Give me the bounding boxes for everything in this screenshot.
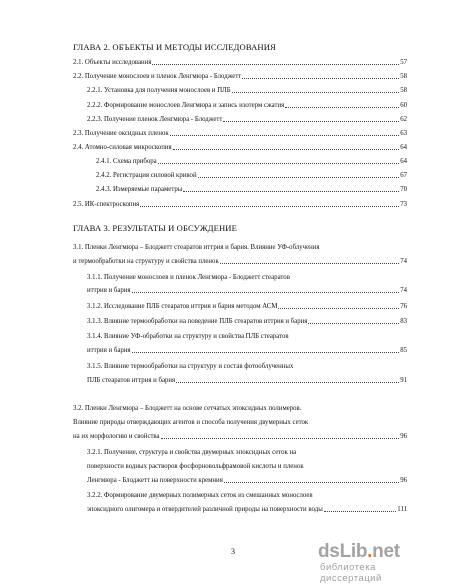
toc-entry[interactable] bbox=[87, 377, 407, 385]
toc-entry-title: 2.2.1. Установка для получения монослоев и ПЛБ bbox=[87, 87, 231, 94]
toc-entry[interactable] bbox=[73, 201, 407, 209]
toc-entry[interactable] bbox=[87, 87, 407, 95]
dot-leader bbox=[161, 438, 400, 439]
dot-leader bbox=[183, 191, 399, 192]
toc-entry-title: 3.1.1. Получение монослоев и пленок Ленгмюра - Блоджетт стеаратов bbox=[87, 274, 290, 281]
toc-entry-title: Влияние природы отверждающих агентов и способа получения двумерных сеток bbox=[73, 419, 309, 426]
toc-entry-title: 2.2.3. Получение пленок Ленгмюра - Блоджетт bbox=[87, 116, 223, 123]
toc-entry-title: и термообработки на структуру и свойства пленок bbox=[73, 258, 219, 265]
toc-entry-page: 96 bbox=[400, 477, 407, 484]
toc-entry[interactable] bbox=[87, 287, 407, 295]
toc-entry[interactable] bbox=[87, 477, 407, 485]
toc-entry[interactable] bbox=[73, 258, 407, 266]
toc-entry[interactable] bbox=[87, 347, 407, 355]
toc-entry[interactable] bbox=[96, 186, 407, 194]
toc-entry-page: 76 bbox=[400, 303, 407, 310]
toc-entry-page: 73 bbox=[400, 201, 407, 208]
toc-entry-title: 3.2.1. Получение, структура и свойства двумерных эпоксидных сеток на bbox=[87, 449, 297, 456]
toc-entry[interactable] bbox=[73, 73, 407, 81]
dot-leader bbox=[308, 323, 399, 324]
toc-entry-title: 2.3. Получение оксидных пленок bbox=[73, 130, 169, 137]
toc-entry[interactable] bbox=[96, 158, 407, 166]
toc-entry-title: 2.4.3. Измеряемые параметры bbox=[96, 186, 183, 193]
dot-leader bbox=[232, 92, 400, 93]
chapter3-heading: ГЛАВА 3. РЕЗУЛЬТАТЫ И ОБСУЖДЕНИЕ bbox=[73, 223, 237, 233]
toc-entry-title: 2.2. Получение монослоев и пленок Ленгмюра - Блоджетт bbox=[73, 73, 242, 80]
watermark-title: dsLib.net bbox=[318, 541, 400, 562]
toc-entry-title: 3.2.2. Формирование двумерных полимерных сеток из смешанных монослоев bbox=[87, 492, 313, 499]
dot-leader bbox=[198, 177, 400, 178]
toc-entry[interactable] bbox=[87, 102, 407, 110]
dot-leader bbox=[170, 135, 400, 136]
toc-entry-page: 58 bbox=[400, 87, 407, 94]
toc-entry-title: 3.2. Пленки Ленгмюра – Блоджетт на основе сетчатых эпоксидных полимеров. bbox=[73, 405, 302, 412]
toc-entry-title: 2.4.2. Регистрация силовой кривой bbox=[96, 172, 197, 179]
toc-entry[interactable] bbox=[73, 59, 407, 67]
toc-entry[interactable] bbox=[87, 506, 407, 514]
toc-entry-page: 64 bbox=[400, 144, 407, 151]
toc-entry[interactable] bbox=[96, 172, 407, 180]
dot-leader bbox=[324, 511, 397, 512]
dot-leader bbox=[132, 352, 400, 353]
toc-entry[interactable] bbox=[87, 318, 407, 326]
toc-entry-page: 96 bbox=[400, 433, 407, 440]
dot-leader bbox=[220, 263, 399, 264]
toc-entry-page: 57 bbox=[400, 59, 407, 66]
toc-entry-page: 91 bbox=[400, 377, 407, 384]
toc-entry-title: 3.1.3. Влияние термообработки на поведение ПЛБ стеаратов иттрия и бария bbox=[87, 318, 308, 325]
toc-entry-title: 3.1. Пленки Ленгмюра – Блоджетт стеаратов иттрия и бария. Влияние УФ-облучения bbox=[73, 244, 320, 251]
toc-entry-title: 2.1. Объекты исследования bbox=[73, 59, 152, 66]
toc-entry[interactable] bbox=[73, 144, 407, 152]
toc-entry-page: 70 bbox=[400, 186, 407, 193]
toc-entry-title: иттрия и бария bbox=[87, 347, 131, 354]
toc-entry[interactable] bbox=[87, 116, 407, 124]
toc-entry-title: иттрия и бария bbox=[87, 287, 131, 294]
toc-entry-title: на их морфологию и свойства bbox=[73, 433, 160, 440]
toc-entry-page: 85 bbox=[400, 347, 407, 354]
toc-entry-page: 111 bbox=[397, 506, 407, 513]
toc-entry-page: 74 bbox=[400, 287, 407, 294]
toc-entry-page: 63 bbox=[400, 130, 407, 137]
dot-leader bbox=[242, 78, 399, 79]
dot-leader bbox=[173, 149, 400, 150]
toc-entry-title: 2.4. Атомно-силовая микроскопия bbox=[73, 144, 172, 151]
toc-entry-page: 83 bbox=[400, 318, 407, 325]
toc-entry-title: эпоксидного олигомера и отвердителей различной природы на поверхности воды bbox=[87, 506, 323, 513]
dot-leader bbox=[158, 163, 400, 164]
chapter2-heading: ГЛАВА 2. ОБЪЕКТЫ И МЕТОДЫ ИССЛЕДОВАНИЯ bbox=[73, 42, 276, 52]
toc-entry-title: 3.1.2. Исследование ПЛБ стеаратов иттрия и бария методом АСМ bbox=[87, 303, 278, 310]
toc-entry-title: поверхности водных растворов фосфорновольфрамовой кислоты и пленок bbox=[87, 463, 304, 470]
toc-entry-page: 67 bbox=[400, 172, 407, 179]
dot-leader bbox=[223, 121, 399, 122]
toc-entry-title: 2.4.1. Схема прибора bbox=[96, 158, 157, 165]
toc-entry-title: 3.1.5. Влияние термообработки на структуру и состав фотооблученных bbox=[87, 363, 294, 370]
toc-entry[interactable] bbox=[73, 130, 407, 138]
dot-leader bbox=[140, 206, 399, 207]
toc-entry-page: 60 bbox=[400, 102, 407, 109]
watermark-logo bbox=[318, 541, 440, 584]
dot-leader bbox=[132, 292, 400, 293]
page-number: 3 bbox=[231, 547, 235, 556]
dot-leader bbox=[224, 482, 399, 483]
dot-leader bbox=[176, 382, 399, 383]
toc-entry-title: ПЛБ стеаратов иттрия и бария bbox=[87, 377, 176, 384]
dot-leader bbox=[285, 107, 399, 108]
toc-entry[interactable] bbox=[73, 433, 407, 441]
watermark-subtitle: библиотека диссертаций bbox=[320, 562, 382, 584]
dot-leader bbox=[278, 308, 399, 309]
toc-entry[interactable] bbox=[87, 303, 407, 311]
toc-entry-page: 58 bbox=[400, 73, 407, 80]
toc-entry-title: 2.2.2. Формирование монослоев Ленгмюра и запись изотерм сжатия bbox=[87, 102, 285, 109]
toc-entry-title: 2.5. ИК-спектроскопия bbox=[73, 201, 140, 208]
toc-entry-title: Ленгмюра - Блоджетт на поверхности кремния bbox=[87, 477, 223, 484]
toc-entry-page: 74 bbox=[400, 258, 407, 265]
toc-entry-page: 64 bbox=[400, 158, 407, 165]
toc-entry-title: 3.1.4. Влияние УФ-обработки на структуру и свойства ПЛБ стеаратов bbox=[87, 333, 289, 340]
dot-leader bbox=[152, 64, 399, 65]
toc-entry-page: 62 bbox=[400, 116, 407, 123]
